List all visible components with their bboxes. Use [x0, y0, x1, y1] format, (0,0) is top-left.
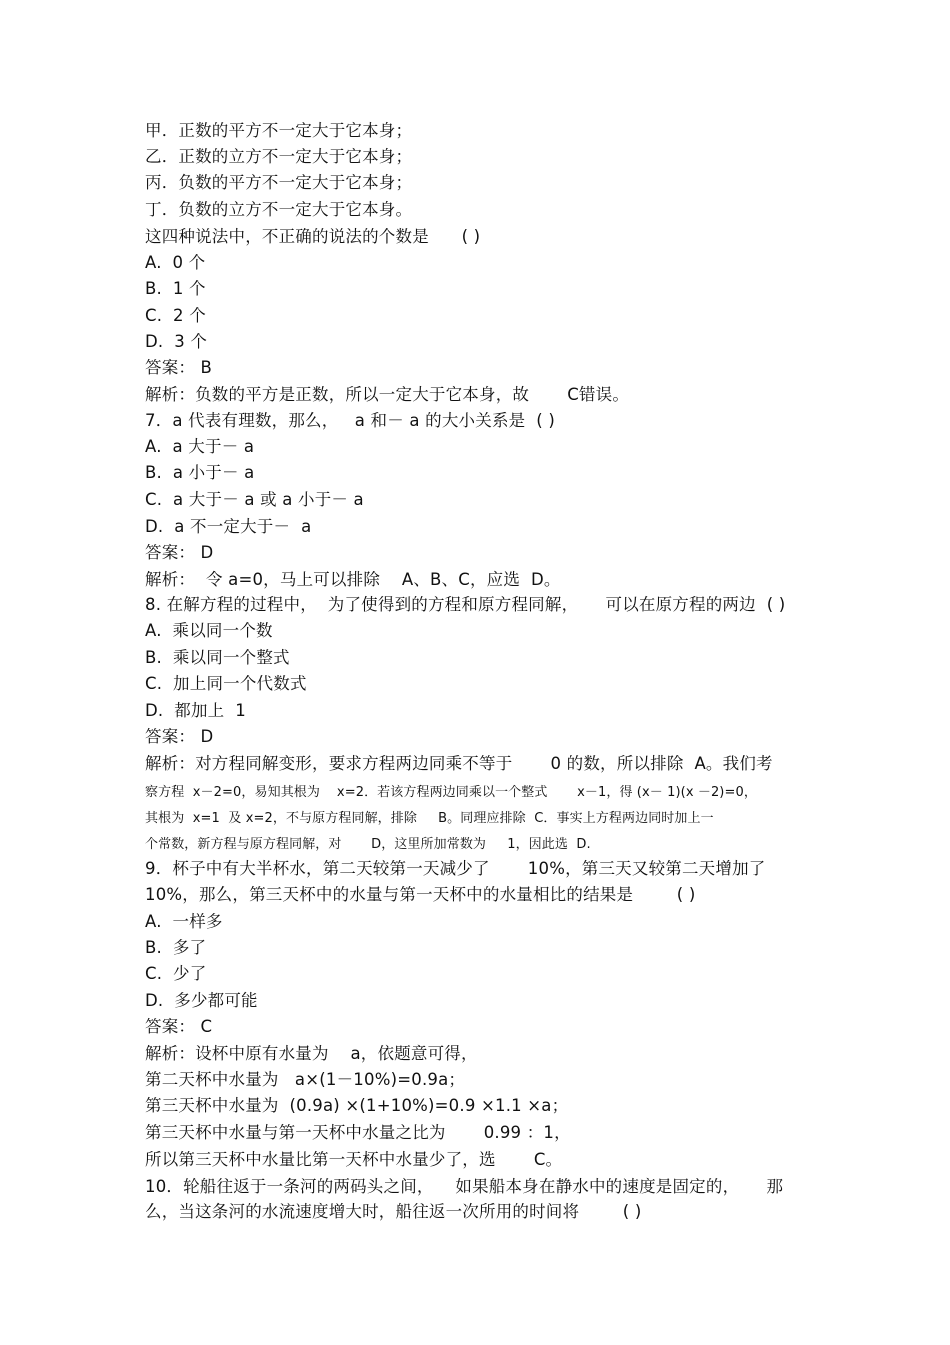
analysis-line: 察方程 x－2=0，易知其根为 x=2．若该方程两边同乘以一个整式 x－1，得 (x－ 1)(x －2)=0，	[145, 785, 757, 800]
analysis-line: 第三天杯中水量为 (0.9a) ×(1+10%)=0.9 ×1.1 ×a；	[145, 1096, 569, 1115]
question-line: 7．a 代表有理数，那么， a 和－ a 的大小关系是 ( )	[145, 411, 555, 430]
option-line: C. a 大于－ a 或 a 小于－ a	[145, 490, 364, 509]
option-line: C. 少了	[145, 964, 207, 983]
analysis-line: 所以第三天杯中水量比第一天杯中水量少了，选 C。	[145, 1150, 563, 1169]
analysis-line: 个常数，新方程与原方程同解，对 D，这里所加常数为 1，因此选 D.	[145, 837, 591, 852]
question-line: 9．杯子中有大半杯水，第二天较第一天减少了 10%，第三天又较第二天增加了	[145, 859, 766, 878]
option-line: B. 多了	[145, 938, 207, 957]
option-line: C. 加上同一个代数式	[145, 674, 307, 693]
option-line: A. 0 个	[145, 253, 206, 272]
option-line: D. 3 个	[145, 332, 208, 351]
analysis-line: 解析： 令 a=0，马上可以排除 A、B、C，应选 D。	[145, 570, 561, 589]
question-line: 8. 在解方程的过程中， 为了使得到的方程和原方程同解， 可以在原方程的两边 ( )	[145, 595, 786, 614]
text-line: 乙．正数的立方不一定大于它本身；	[145, 147, 413, 166]
option-line: D. 都加上 1	[145, 701, 246, 720]
question-line: 么，当这条河的水流速度增大时，船往返一次所用的时间将 ( )	[145, 1202, 642, 1221]
option-line: A. 一样多	[145, 912, 223, 931]
text-line: 甲．正数的平方不一定大于它本身；	[145, 121, 413, 140]
analysis-line: 第三天杯中水量与第一天杯中水量之比为 0.99 ：1，	[145, 1123, 571, 1142]
analysis-line: 解析：对方程同解变形，要求方程两边同乘不等于 0 的数，所以排除 A。我们考	[145, 754, 773, 773]
option-line: B. 1 个	[145, 279, 206, 298]
analysis-line: 解析：设杯中原有水量为 a，依题意可得，	[145, 1044, 478, 1063]
question-line: 10．轮船往返于一条河的两码头之间， 如果船本身在静水中的速度是固定的， 那	[145, 1177, 784, 1196]
question-line: 10%，那么，第三天杯中的水量与第一天杯中的水量相比的结果是 ( )	[145, 885, 696, 904]
analysis-line: 其根为 x=1 及 x=2，不与原方程同解，排除 B。同理应排除 C．事实上方程两边同时加上一	[145, 811, 714, 826]
text-line: 丁．负数的立方不一定大于它本身。	[145, 200, 413, 219]
text-line: 这四种说法中，不正确的说法的个数是 ( )	[145, 227, 481, 246]
answer-line: 答案： C	[145, 1017, 213, 1036]
analysis-line: 解析：负数的平方是正数，所以一定大于它本身，故 C错误。	[145, 385, 630, 404]
option-line: D. 多少都可能	[145, 991, 258, 1010]
answer-line: 答案： D	[145, 727, 214, 746]
option-line: B. 乘以同一个整式	[145, 648, 290, 667]
option-line: A. a 大于－ a	[145, 437, 255, 456]
analysis-line: 第二天杯中水量为 a×(1－10%)=0.9a；	[145, 1070, 466, 1089]
option-line: C. 2 个	[145, 306, 206, 325]
answer-line: 答案： B	[145, 358, 213, 377]
answer-line: 答案： D	[145, 543, 214, 562]
option-line: B. a 小于－ a	[145, 463, 255, 482]
option-line: A. 乘以同一个数	[145, 621, 273, 640]
text-line: 丙．负数的平方不一定大于它本身；	[145, 173, 413, 192]
option-line: D. a 不一定大于－ a	[145, 517, 312, 536]
